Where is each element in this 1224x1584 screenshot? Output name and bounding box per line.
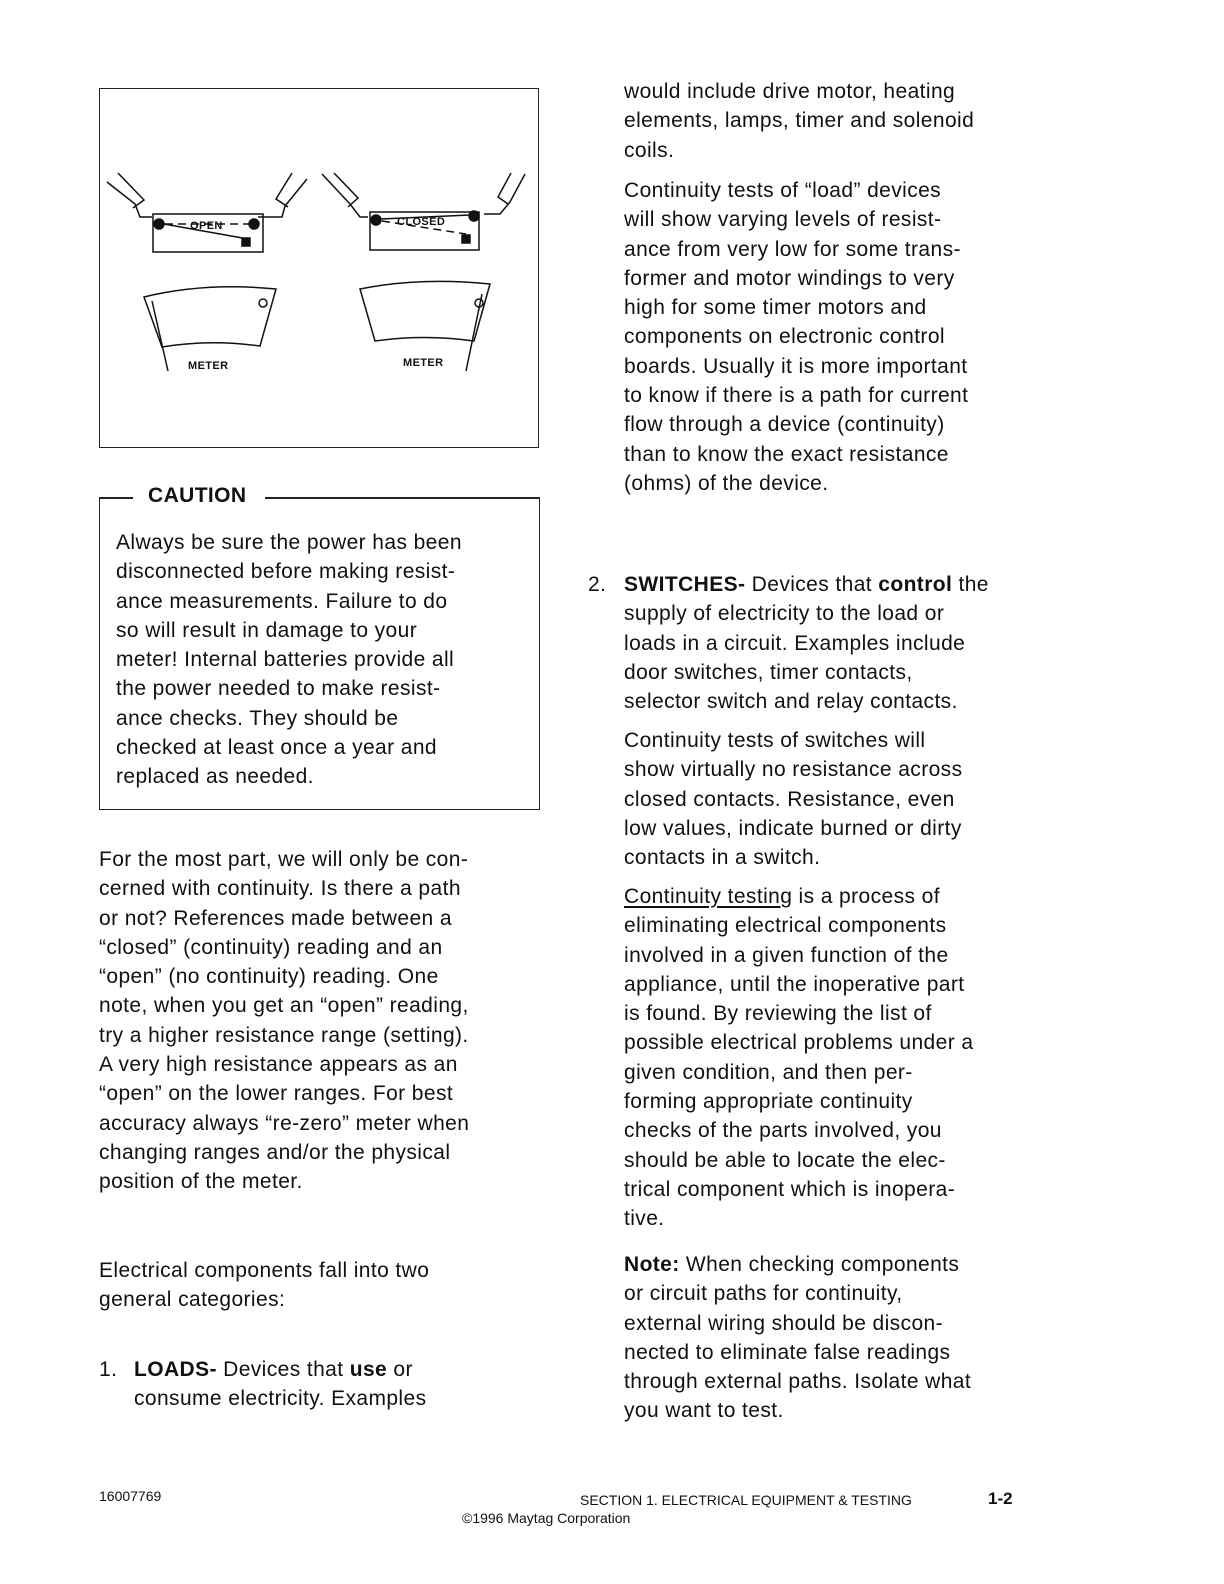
graphic-element	[624, 882, 973, 911]
text-line: components on electronic control	[624, 325, 945, 349]
text-line: should be able to locate the elec-	[624, 1148, 946, 1172]
text-line: flow through a device (continuity)	[624, 413, 945, 437]
text-line: than to know the exact resistance	[624, 442, 949, 466]
graphic-element	[259, 299, 267, 307]
text-line: involved in a given function of the	[624, 943, 949, 967]
text-line: Electrical components fall into two	[99, 1259, 430, 1282]
caution-title: CAUTION	[148, 484, 247, 507]
text-line: disconnected before making resist-	[116, 560, 456, 584]
text-line: general categories:	[99, 1288, 286, 1312]
graphic-element	[360, 281, 490, 341]
graphic-element	[624, 570, 989, 599]
text-line: trical component which is inopera-	[624, 1177, 956, 1201]
text-line: changing ranges and/or the physical	[99, 1140, 451, 1164]
text-line: is a process of	[792, 885, 940, 908]
text-line: LOADS-	[134, 1358, 217, 1381]
text-line: eliminating electrical components	[624, 914, 947, 938]
graphic-element	[107, 182, 152, 217]
text-line: or circuit paths for continuity,	[624, 1282, 903, 1306]
graphic-element	[469, 211, 479, 221]
text-line: Continuity tests of “load” devices	[624, 179, 942, 202]
text-line: appliance, until the inoperative part	[624, 972, 965, 996]
meter-label-left: METER	[188, 360, 229, 372]
text-line: ance measurements. Failure to do	[116, 589, 448, 613]
text-line: coils.	[624, 138, 675, 162]
text-line: supply of electricity to the load or	[624, 602, 945, 626]
text-line: For the most part, we will only be con-	[99, 848, 469, 871]
text-line: nected to eliminate false readings	[624, 1340, 951, 1364]
text-line: possible electrical problems under a	[624, 1031, 974, 1055]
closed-label: CLOSED	[397, 216, 446, 228]
graphic-element	[118, 173, 144, 208]
text-line: checked at least once a year and	[116, 736, 438, 760]
text-line: door switches, timer contacts,	[624, 660, 913, 684]
copyright: ©1996 Maytag Corporation	[462, 1510, 631, 1526]
text-line: “open” (no continuity) reading. One	[99, 965, 439, 989]
item1-number: 1.	[99, 1358, 118, 1381]
text-line: given condition, and then per-	[624, 1060, 913, 1084]
text-line: is found. By reviewing the list of	[624, 1002, 932, 1026]
text-line: closed contacts. Resistance, even	[624, 787, 955, 811]
graphic-element	[371, 215, 381, 225]
graphic-element	[322, 174, 368, 217]
text-line: note, when you get an “open” reading,	[99, 994, 469, 1018]
graphic-element	[249, 219, 259, 229]
text-line: external wiring should be discon-	[624, 1311, 944, 1335]
graphic-element	[462, 235, 470, 243]
open-label: OPEN	[190, 220, 223, 232]
note-paragraph	[624, 1250, 971, 1426]
text-line: consume electricity. Examples	[134, 1387, 427, 1411]
text-line: accuracy always “re-zero” meter when	[99, 1111, 470, 1135]
text-line: ance checks. They should be	[116, 706, 399, 730]
open-switch-icon	[107, 173, 307, 252]
graphic-element	[498, 173, 511, 204]
text-line: boards. Usually it is more important	[624, 354, 968, 378]
graphic-element	[134, 1355, 426, 1384]
item2-number: 2.	[588, 573, 607, 596]
text-line: through external paths. Isolate what	[624, 1370, 972, 1394]
item1-loads	[134, 1355, 426, 1414]
text-line: A very high resistance appears as an	[99, 1053, 458, 1077]
graphic-element	[258, 179, 307, 217]
switch-meter-illustration	[100, 89, 540, 449]
text-line: forming appropriate continuity	[624, 1090, 913, 1114]
text-line: low values, indicate burned or dirty	[624, 816, 962, 840]
meter-open-icon	[144, 287, 276, 371]
continuity-diagram	[99, 88, 539, 448]
text-line: Continuity tests of switches will	[624, 729, 926, 752]
text-line: to know if there is a path for current	[624, 384, 969, 408]
graphic-element	[276, 173, 292, 207]
meter-label-right: METER	[403, 357, 444, 369]
text-line: “open” on the lower ranges. For best	[99, 1082, 454, 1106]
text-line: meter! Internal batteries provide all	[116, 648, 455, 672]
text-line: the power needed to make resist-	[116, 677, 441, 701]
text-line: Devices that	[745, 573, 879, 596]
graphic-element	[152, 301, 168, 371]
categories-intro	[99, 1256, 429, 1315]
text-line: use	[349, 1358, 388, 1381]
text-line: Always be sure the power has been	[116, 531, 462, 554]
closed-switch-icon	[322, 173, 525, 250]
text-line: or not? References made between a	[99, 906, 452, 930]
text-line: Note:	[624, 1253, 680, 1276]
text-line: would include drive motor, heating	[624, 80, 956, 103]
text-line: tive.	[624, 1207, 665, 1231]
text-line: the	[952, 573, 989, 596]
caution-text	[116, 528, 462, 792]
graphic-element	[484, 174, 525, 214]
text-line: ance from very low for some trans-	[624, 237, 961, 261]
text-line: Devices that	[216, 1358, 350, 1381]
text-line: elements, lamps, timer and solenoid	[624, 109, 975, 133]
text-line: SWITCHES-	[624, 573, 746, 596]
text-line: or	[387, 1358, 413, 1381]
continuity-testing-paragraph	[624, 882, 973, 1234]
text-line: show virtually no resistance across	[624, 758, 963, 782]
section-title: SECTION 1. ELECTRICAL EQUIPMENT & TESTING	[580, 1492, 912, 1508]
text-line: so will result in damage to your	[116, 618, 418, 642]
text-line: When checking components	[679, 1253, 960, 1276]
graphic-element	[466, 294, 482, 371]
text-line: checks of the parts involved, you	[624, 1119, 942, 1143]
continuity-paragraph	[99, 845, 469, 1197]
text-line: (ohms) of the device.	[624, 471, 829, 495]
load-continuity-paragraph	[624, 176, 968, 498]
text-line: contacts in a switch.	[624, 846, 821, 870]
text-line: position of the meter.	[99, 1170, 303, 1194]
item2-switches	[624, 570, 989, 716]
graphic-element	[624, 1250, 971, 1279]
text-line: you want to test.	[624, 1399, 784, 1423]
text-line: former and motor windings to very	[624, 266, 955, 290]
text-line: control	[878, 573, 953, 596]
text-line: Continuity testing	[624, 885, 793, 908]
switch-continuity-paragraph	[624, 726, 962, 872]
graphic-element	[154, 219, 164, 229]
text-line: replaced as needed.	[116, 765, 314, 789]
text-line: high for some timer motors and	[624, 296, 927, 320]
text-line: will show varying levels of resist-	[624, 208, 942, 232]
text-line: cerned with continuity. Is there a path	[99, 877, 461, 901]
text-line: selector switch and relay contacts.	[624, 690, 958, 714]
loads-examples-continued	[624, 77, 974, 165]
graphic-element	[144, 287, 276, 347]
text-line: “closed” (continuity) reading and an	[99, 935, 443, 959]
page-number: 1-2	[988, 1489, 1013, 1508]
text-line: loads in a circuit. Examples include	[624, 631, 966, 655]
text-line: try a higher resistance range (setting).	[99, 1023, 469, 1047]
doc-number: 16007769	[99, 1488, 162, 1504]
